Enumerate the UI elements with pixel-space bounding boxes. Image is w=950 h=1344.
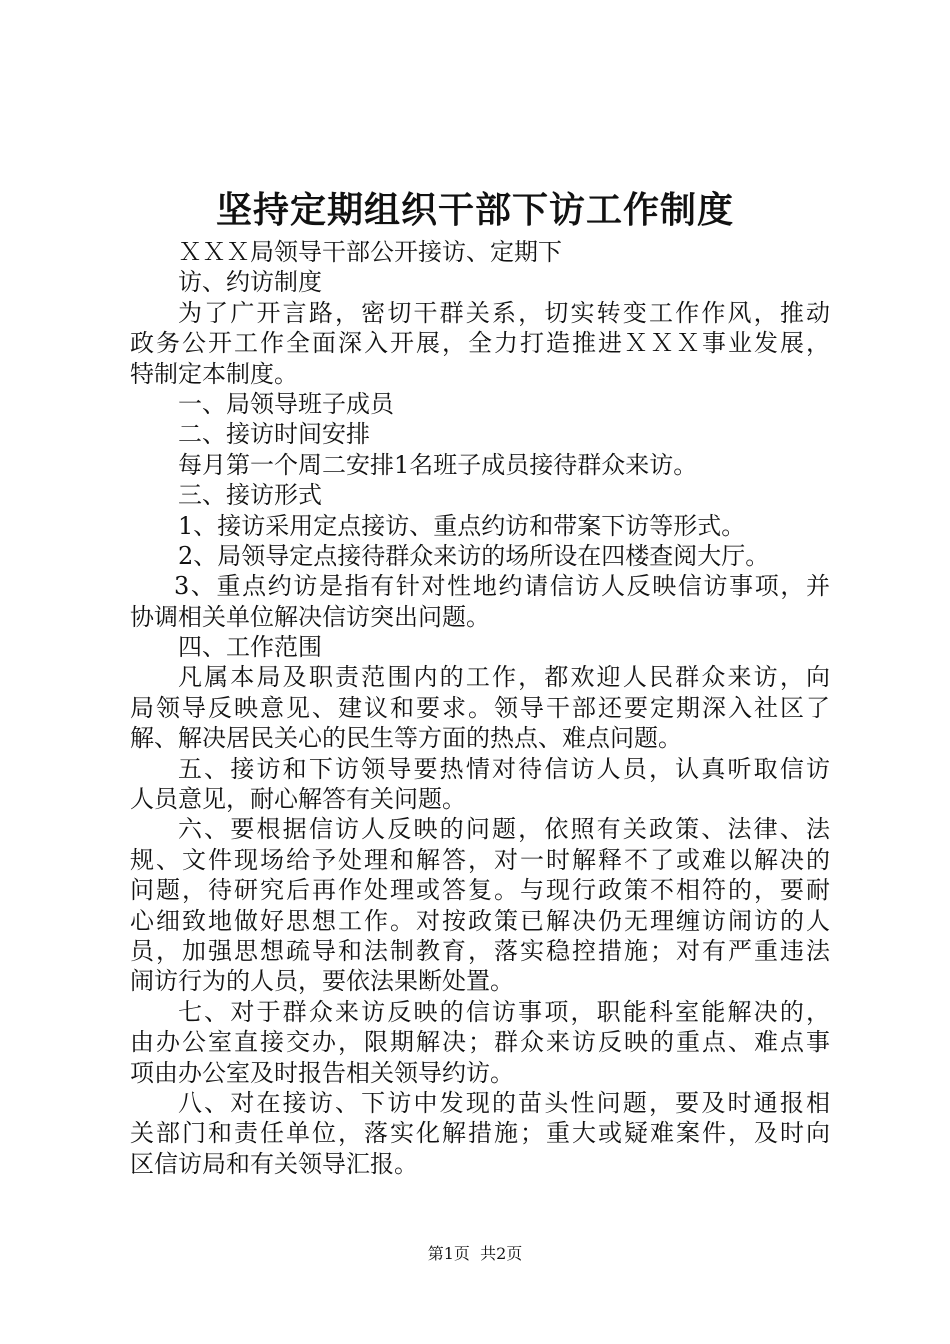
text-line: 每月第一个周二安排1名班子成员接待群众来访。	[178, 450, 698, 479]
page-number-current: 第1页	[427, 1244, 470, 1263]
text-line: 六、要根据信访人反映的问题，依照有关政策、法律、法	[178, 815, 830, 844]
page-footer	[0, 1242, 950, 1266]
text-line: 特制定本制度。	[130, 359, 298, 388]
text-line: 局领导反映意见、建议和要求。领导干部还要定期深入社区了	[130, 693, 830, 722]
text-line: 心细致地做好思想工作。对按政策已解决仍无理缠访闹访的人	[130, 906, 830, 935]
text-line: 政务公开工作全面深入开展，全力打造推进ＸＸＸ事业发展，	[130, 329, 830, 358]
text-line: 2、局领导定点接待群众来访的场所设在四楼查阅大厅。	[178, 541, 770, 570]
text-line: 项由办公室及时报告相关领导约访。	[130, 1058, 514, 1087]
text-line: 凡属本局及职责范围内的工作，都欢迎人民群众来访，向	[178, 663, 830, 692]
text-line: 关部门和责任单位，落实化解措施；重大或疑难案件，及时向	[130, 1119, 830, 1148]
text-line: 四、工作范围	[178, 633, 322, 662]
text-line: 访、约访制度	[178, 268, 322, 297]
text-line: ＸＸＸ局领导干部公开接访、定期下	[178, 238, 562, 266]
text-line: 1、接访采用定点接访、重点约访和带案下访等形式。	[178, 511, 746, 540]
text-line: 问题，待研究后再作处理或答复。与现行政策不相符的，要耐	[130, 876, 830, 905]
text-line: 为了广开言路，密切干群关系，切实转变工作作风，推动	[178, 298, 830, 327]
text-line: 由办公室直接交办，限期解决；群众来访反映的重点、难点事	[130, 1028, 830, 1057]
text-line: 闹访行为的人员，要依法果断处置。	[130, 967, 514, 996]
text-line: 人员意见，耐心解答有关问题。	[130, 785, 466, 814]
text-line: 区信访局和有关领导汇报。	[130, 1149, 418, 1178]
footer-gap	[470, 1244, 480, 1263]
text-line: 规、文件现场给予处理和解答，对一时解释不了或难以解决的	[130, 845, 830, 874]
text-line: 协调相关单位解决信访突出问题。	[130, 602, 490, 631]
document-title: 坚持定期组织干部下访工作制度	[215, 189, 734, 231]
text-line: 八、对在接访、下访中发现的苗头性问题，要及时通报相	[178, 1088, 830, 1117]
text-line: 解、解决居民关心的民生等方面的热点、难点问题。	[130, 724, 682, 753]
page-number-total: 共2页	[480, 1244, 523, 1263]
text-line: 一、局领导班子成员	[178, 389, 394, 418]
document-body	[130, 237, 830, 1179]
text-line: 七、对于群众来访反映的信访事项，职能科室能解决的，	[178, 997, 830, 1026]
text-line: 3、重点约访是指有针对性地约请信访人反映信访事项，并	[174, 572, 830, 601]
text-line: 员，加强思想疏导和法制教育，落实稳控措施；对有严重违法	[130, 936, 830, 965]
text-line: 二、接访时间安排	[178, 420, 370, 449]
text-line: 三、接访形式	[178, 481, 322, 510]
text-line: 五、接访和下访领导要热情对待信访人员，认真听取信访	[178, 754, 830, 783]
